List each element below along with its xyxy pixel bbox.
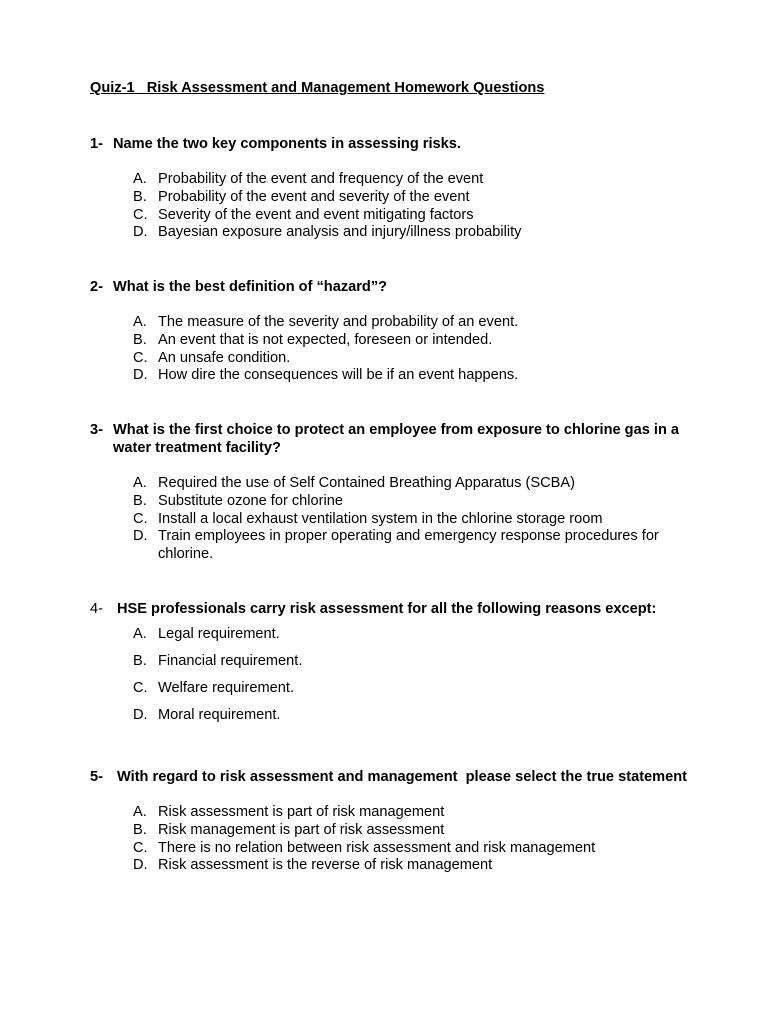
option-text: Legal requirement.	[158, 626, 280, 642]
option-letter: D.	[133, 706, 148, 723]
option-text: Bayesian exposure analysis and injury/illness probability	[158, 224, 522, 241]
option-c	[133, 511, 720, 529]
question-4	[90, 600, 720, 734]
option-letter: A.	[133, 475, 147, 491]
option-text: Probability of the event and severity of the event	[158, 188, 470, 205]
question-5-header	[90, 768, 730, 786]
option-text: Probability of the event and frequency of the event	[158, 171, 484, 187]
question-1	[90, 135, 720, 242]
option-letter: D.	[133, 367, 148, 384]
option-list	[133, 171, 720, 242]
option-letter: D.	[133, 224, 148, 241]
option-text: Required the use of Self Contained Breathing Apparatus (SCBA)	[158, 475, 575, 491]
option-letter: C.	[133, 510, 148, 527]
option-text: Substitute ozone for chlorine	[158, 492, 343, 509]
option-letter: B.	[133, 652, 147, 669]
option-letter: A.	[133, 171, 147, 187]
question-5	[90, 768, 730, 875]
option-text: Severity of the event and event mitigating factors	[158, 206, 474, 223]
option-list	[133, 475, 720, 564]
option-d	[133, 707, 720, 725]
option-text: Welfare requirement.	[158, 679, 294, 696]
option-b	[133, 332, 720, 350]
question-text: What is the best definition of “hazard”?	[113, 279, 388, 295]
option-text: Financial requirement.	[158, 652, 303, 669]
option-a	[133, 626, 720, 644]
question-text: HSE professionals carry risk assessment for all the following reasons except:	[117, 601, 657, 617]
option-text: Moral requirement.	[158, 706, 281, 723]
question-number: 1-	[90, 136, 103, 152]
option-letter: B.	[133, 821, 147, 838]
page-title: Quiz-1 _Risk Assessment and Management Homework Questions	[90, 80, 545, 96]
question-number: 4-	[90, 601, 103, 617]
option-c	[133, 350, 720, 368]
option-letter: C.	[133, 679, 148, 696]
question-1-header	[90, 135, 720, 153]
question-2	[90, 278, 720, 385]
option-d	[133, 857, 730, 875]
question-text: With regard to risk assessment and management please select the true statement	[117, 769, 688, 785]
option-a	[133, 804, 730, 822]
option-c	[133, 680, 720, 698]
option-letter: B.	[133, 188, 147, 205]
option-text: Install a local exhaust ventilation system in the chlorine storage room	[158, 510, 603, 527]
option-letter: B.	[133, 331, 147, 348]
option-text: Risk assessment is the reverse of risk management	[158, 857, 493, 874]
question-4-header	[90, 600, 720, 618]
option-letter: C.	[133, 206, 148, 223]
option-text: There is no relation between risk assessment and risk management	[158, 839, 596, 856]
option-text: An unsafe condition.	[158, 349, 291, 366]
option-text: How dire the consequences will be if an event happens.	[158, 367, 519, 384]
option-list	[133, 804, 730, 875]
question-3-header	[90, 421, 720, 457]
option-b	[133, 189, 720, 207]
question-2-header	[90, 278, 720, 296]
option-a	[133, 475, 720, 493]
option-c	[133, 840, 730, 858]
option-d	[133, 528, 720, 564]
option-text: Risk management is part of risk assessment	[158, 821, 445, 838]
option-text: The measure of the severity and probability of an event.	[158, 314, 519, 330]
option-text: Train employees in proper operating and emergency response procedures for chlorine.	[158, 528, 659, 563]
option-text: Risk assessment is part of risk management	[158, 804, 445, 820]
option-letter: C.	[133, 349, 148, 366]
option-text: An event that is not expected, foreseen or intended.	[158, 331, 493, 348]
option-letter: A.	[133, 314, 147, 330]
option-a	[133, 314, 720, 332]
option-b	[133, 822, 730, 840]
question-number: 5-	[90, 769, 103, 785]
option-letter: B.	[133, 492, 147, 509]
option-list	[133, 314, 720, 385]
option-letter: A.	[133, 804, 147, 820]
option-letter: D.	[133, 857, 148, 874]
question-number: 2-	[90, 279, 103, 295]
question-text: Name the two key components in assessing risks.	[113, 136, 461, 152]
option-d	[133, 367, 720, 385]
option-b	[133, 653, 720, 671]
option-c	[133, 207, 720, 225]
option-a	[133, 171, 720, 189]
option-list	[133, 626, 720, 725]
question-3	[90, 421, 720, 564]
question-number: 3-	[90, 422, 103, 438]
option-b	[133, 493, 720, 511]
option-d	[133, 224, 720, 242]
option-letter: C.	[133, 839, 148, 856]
question-text: What is the first choice to protect an employee from exposure to chlorine gas in a water treatment facility?	[113, 422, 680, 456]
option-letter: A.	[133, 626, 147, 642]
option-letter: D.	[133, 528, 148, 545]
